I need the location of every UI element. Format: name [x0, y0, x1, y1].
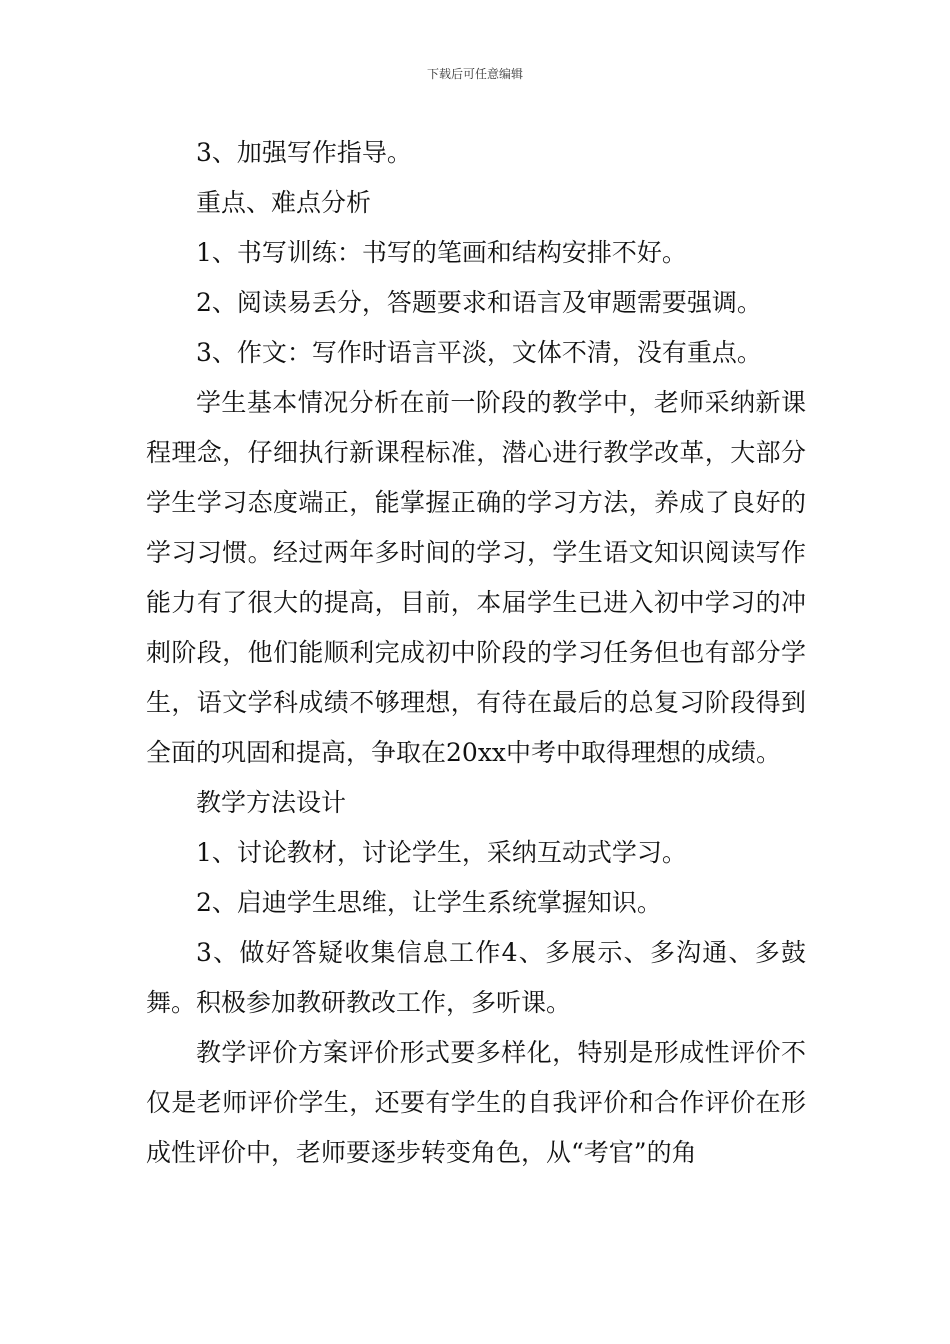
paragraph-handwriting: 1、书写训练：书写的笔画和结构安排不好。	[196, 238, 687, 267]
paragraph-method-3: 3、做好答疑收集信息工作4、多展示、多沟通、多鼓舞。积极参加教研教改工作，多听课。	[146, 938, 806, 1017]
paragraph-method-1: 1、讨论教材，讨论学生，采纳互动式学习。	[196, 838, 687, 867]
heading-teaching-methods: 教学方法设计	[196, 788, 347, 817]
heading-key-difficulties: 重点、难点分析	[196, 188, 372, 217]
paragraph-evaluation: 教学评价方案评价形式要多样化，特别是形成性评价不仅是老师评价学生，还要有学生的自我评价和合作评价在形成性评价中，老师要逐步转变角色，从“考官”的角	[146, 1038, 806, 1167]
document-body	[146, 128, 806, 1178]
paragraph-student-analysis: 学生基本情况分析在前一阶段的教学中，老师采纳新课程理念，仔细执行新课程标准，潜心进行教学改革，大部分学生学习态度端正，能掌握正确的学习方法，养成了良好的学习习惯。经过两年多时间的学习，学生语文知识阅读写作能力有了很大的提高，目前，本届学生已进入初中学习的冲刺阶段，他们能顺利完成初中阶段的学习任务但也有部分学生，语文学科成绩不够理想，有待在最后的总复习阶段得到全面的巩固和提高，争取在20xx中考中取得理想的成绩。	[146, 388, 806, 767]
paragraph-writing-guidance: 3、加强写作指导。	[196, 138, 412, 167]
paragraph-reading: 2、阅读易丢分，答题要求和语言及审题需要强调。	[196, 288, 762, 317]
page-header: 下载后可任意编辑	[426, 67, 523, 81]
paragraph-composition: 3、作文：写作时语言平淡，文体不清，没有重点。	[196, 338, 762, 367]
paragraph-method-2: 2、启迪学生思维，让学生系统掌握知识。	[196, 888, 662, 917]
